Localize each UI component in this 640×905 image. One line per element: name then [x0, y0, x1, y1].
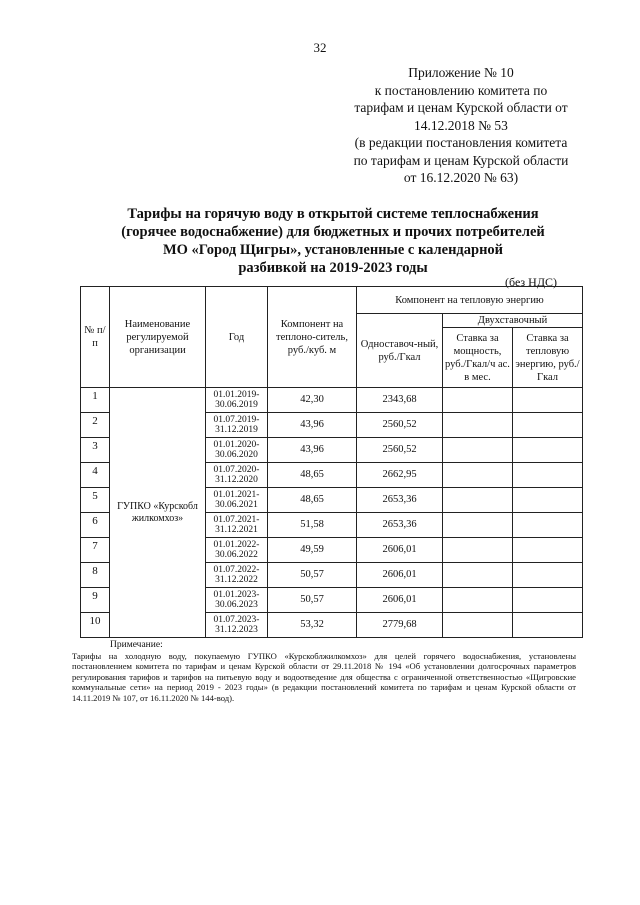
- carrier-value: 43,96: [268, 438, 357, 463]
- row-period: 01.01.2021- 30.06.2021: [206, 488, 268, 513]
- energy-rate-value: [513, 563, 583, 588]
- carrier-value: 49,59: [268, 538, 357, 563]
- single-rate-value: 2662,95: [357, 463, 443, 488]
- appendix-line: к постановлению комитета по: [374, 82, 548, 98]
- capacity-rate-value: [443, 563, 513, 588]
- carrier-value: 48,65: [268, 463, 357, 488]
- energy-rate-value: [513, 438, 583, 463]
- page-number: 32: [313, 40, 327, 55]
- single-rate-value: 2560,52: [357, 438, 443, 463]
- row-period: 01.01.2023- 30.06.2023: [206, 588, 268, 613]
- row-period: 01.01.2019- 30.06.2019: [206, 388, 268, 413]
- energy-rate-value: [513, 588, 583, 613]
- vat-note: (без НДС): [505, 275, 558, 289]
- row-period: 01.07.2020- 31.12.2020: [206, 463, 268, 488]
- tariff-table: [80, 286, 583, 638]
- header-energy-rate: Ставка за тепловую энергию, руб./Гкал: [513, 328, 583, 388]
- single-rate-value: 2779,68: [357, 613, 443, 638]
- carrier-value: 43,96: [268, 413, 357, 438]
- single-rate-value: 2606,01: [357, 563, 443, 588]
- capacity-rate-value: [443, 388, 513, 413]
- row-number: 8: [81, 563, 110, 588]
- header-carrier-component: Компонент на теплоно-ситель, руб./куб. м: [268, 287, 357, 388]
- row-period: 01.01.2022- 30.06.2022: [206, 538, 268, 563]
- appendix-line: (в редакции постановления комитета: [354, 135, 568, 150]
- capacity-rate-value: [443, 538, 513, 563]
- header-num: № п/п: [81, 287, 110, 388]
- energy-rate-value: [513, 388, 583, 413]
- single-rate-value: 2343,68: [357, 388, 443, 413]
- row-number: 3: [81, 438, 110, 463]
- capacity-rate-value: [443, 463, 513, 488]
- capacity-rate-value: [443, 613, 513, 638]
- capacity-rate-value: [443, 413, 513, 438]
- carrier-value: 53,32: [268, 613, 357, 638]
- carrier-value: 50,57: [268, 588, 357, 613]
- energy-rate-value: [513, 463, 583, 488]
- capacity-rate-value: [443, 488, 513, 513]
- title-line: (горячее водоснабжение) для бюджетных и прочих потребителей: [121, 224, 545, 240]
- single-rate-value: 2606,01: [357, 538, 443, 563]
- row-number: 9: [81, 588, 110, 613]
- row-number: 6: [81, 513, 110, 538]
- organization-name: ГУПКО «Курскобл жилкомхоз»: [110, 388, 206, 638]
- carrier-value: 51,58: [268, 513, 357, 538]
- row-period: 01.07.2022- 31.12.2022: [206, 563, 268, 588]
- row-number: 2: [81, 413, 110, 438]
- carrier-value: 50,57: [268, 563, 357, 588]
- row-period: 01.07.2023- 31.12.2023: [206, 613, 268, 638]
- row-number: 5: [81, 488, 110, 513]
- notes-section: [72, 640, 576, 704]
- appendix-line: по тарифам и ценам Курской области: [353, 152, 569, 168]
- appendix-header: [330, 64, 592, 187]
- title-line: Тарифы на горячую воду в открытой системе теплоснабжения: [127, 206, 539, 222]
- row-number: 4: [81, 463, 110, 488]
- appendix-line: 14.12.2018 № 53: [414, 117, 508, 133]
- single-rate-value: 2560,52: [357, 413, 443, 438]
- title-line: МО «Город Щигры», установленные с календарной: [162, 242, 504, 258]
- row-number: 10: [81, 613, 110, 638]
- header-single-rate: Одноставоч-ный, руб./Гкал: [357, 314, 443, 388]
- document-title: [98, 205, 568, 277]
- appendix-line: тарифам и ценам Курской области от: [354, 100, 568, 115]
- energy-rate-value: [513, 488, 583, 513]
- row-period: 01.07.2019- 31.12.2019: [206, 413, 268, 438]
- header-thermal-component: Компонент на тепловую энергию: [357, 287, 583, 314]
- energy-rate-value: [513, 538, 583, 563]
- capacity-rate-value: [443, 513, 513, 538]
- appendix-line: от 16.12.2020 № 63): [403, 170, 519, 185]
- table-row: [81, 388, 583, 413]
- capacity-rate-value: [443, 438, 513, 463]
- notes-label: Примечание:: [110, 640, 163, 650]
- single-rate-value: 2606,01: [357, 588, 443, 613]
- single-rate-value: 2653,36: [357, 488, 443, 513]
- row-number: 1: [81, 388, 110, 413]
- energy-rate-value: [513, 413, 583, 438]
- header-year: Год: [206, 287, 268, 388]
- capacity-rate-value: [443, 588, 513, 613]
- row-period: 01.07.2021- 31.12.2021: [206, 513, 268, 538]
- single-rate-value: 2653,36: [357, 513, 443, 538]
- header-capacity-rate: Ставка за мощность, руб./Гкал/ч ас. в мес.: [443, 328, 513, 388]
- carrier-value: 48,65: [268, 488, 357, 513]
- appendix-line: Приложение № 10: [408, 65, 514, 80]
- carrier-value: 42,30: [268, 388, 357, 413]
- notes-text: Тарифы на холодную воду, покупаемую ГУПКО «Курскоблжилкомхоз» для целей горячего водоснабжения, установлены постановлением комитета по тарифам и ценам Курской области от 29.11.2018 № 194 «Об установлении долгосрочных параметров регулирования тарифов и тарифов на питьевую воду и водоотведение для общества с ограниченной ответственностью «Щигровские коммунальные сети» на период 2019 - 2023 годы» (в редакции постановлений комитета по тарифам и ценам Курской области от 14.11.2019 № 107, от 16.11.2020 № 144-вод).: [72, 650, 576, 703]
- header-organization: Наименование регулируемой организации: [110, 287, 206, 388]
- row-period: 01.01.2020- 30.06.2020: [206, 438, 268, 463]
- row-number: 7: [81, 538, 110, 563]
- title-line: разбивкой на 2019-2023 годы: [238, 260, 428, 276]
- energy-rate-value: [513, 513, 583, 538]
- energy-rate-value: [513, 613, 583, 638]
- header-two-rate: Двухставочный: [443, 314, 583, 328]
